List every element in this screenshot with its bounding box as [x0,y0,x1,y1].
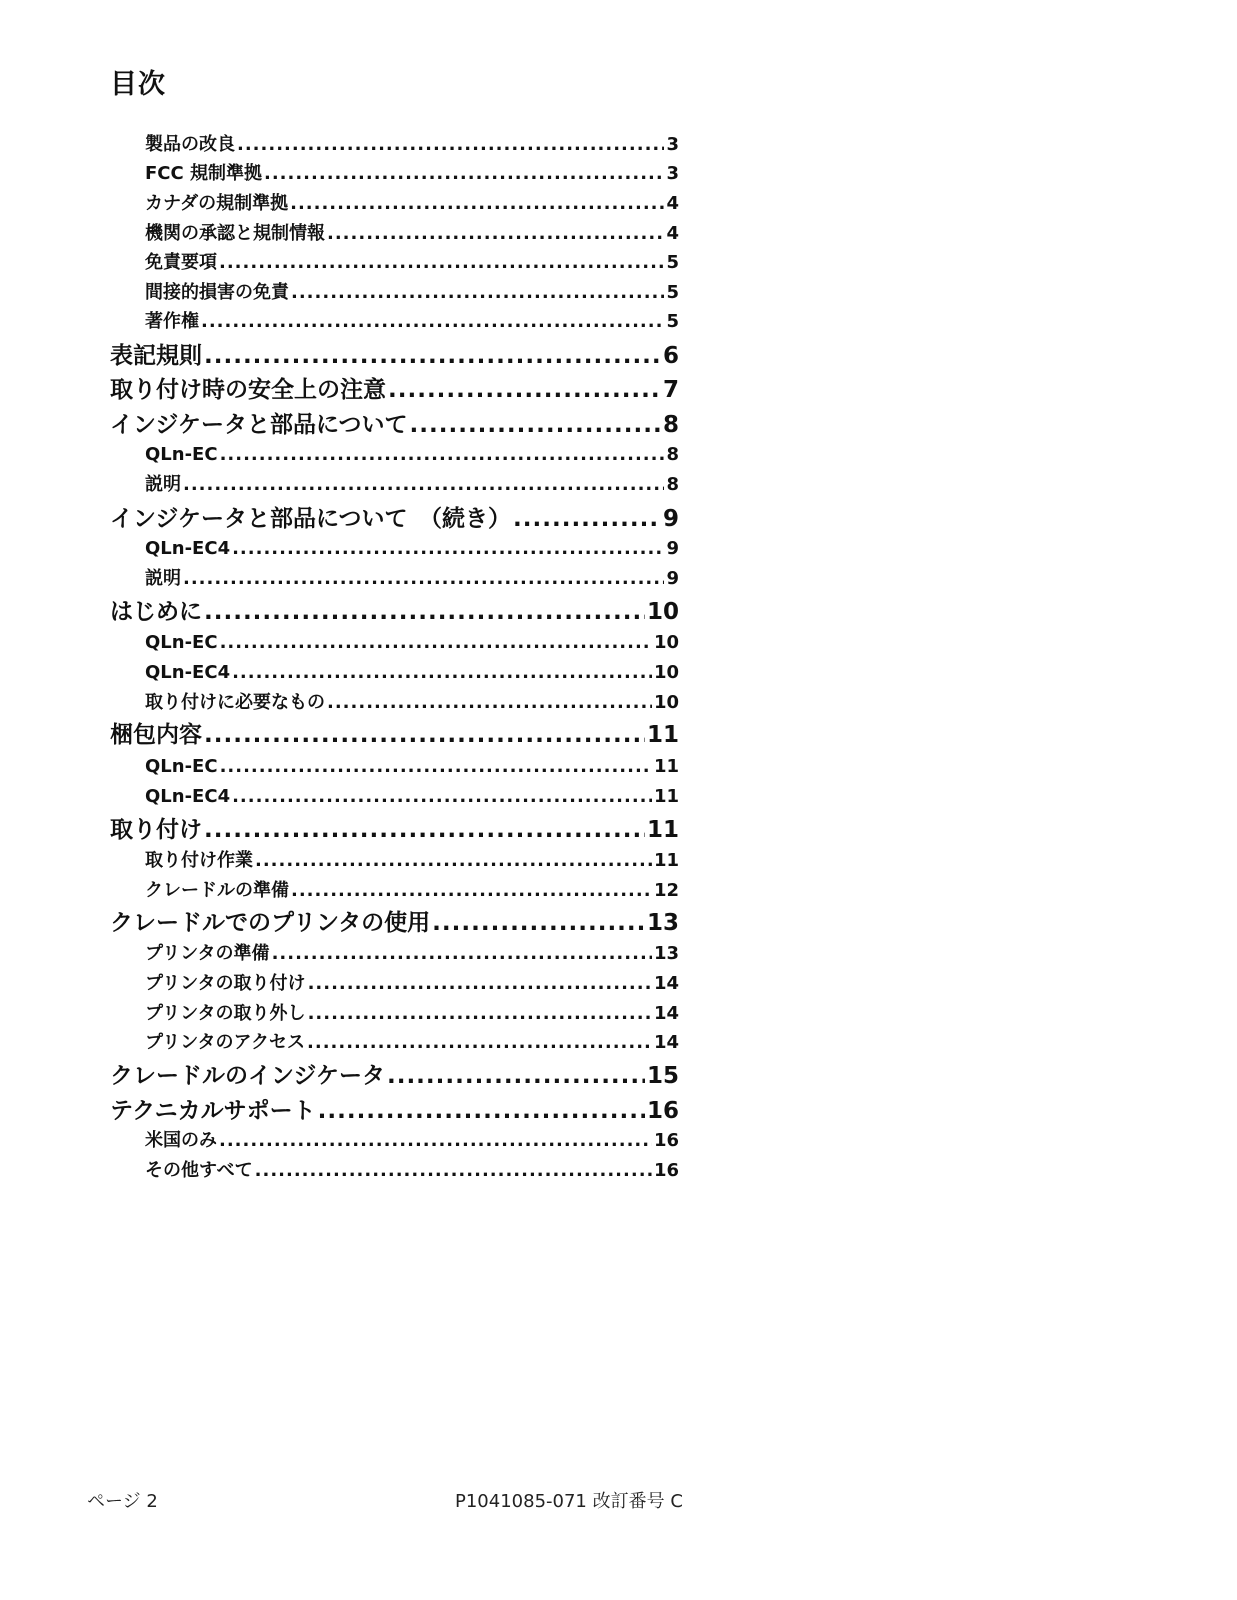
toc-entry-title: インジケータと部品について [110,412,408,438]
toc-dot-leader [232,660,652,686]
toc-entry-page: 9 [666,568,679,589]
toc-entry-page: 11 [646,722,679,748]
toc-entry [145,878,679,904]
toc-entry [145,536,679,562]
toc-entry-page: 14 [653,973,679,994]
toc-entry-page: 11 [653,786,679,807]
toc-entry-title: QLn-EC [145,632,218,653]
toc-entry-page: 8 [662,412,679,438]
toc-entry [145,1158,679,1184]
toc-dot-leader [308,1001,652,1027]
toc-entry-page: 10 [653,692,679,713]
toc-entry-title: QLn-EC [145,444,218,465]
toc-entry-title: 取り付け時の安全上の注意 [110,377,386,403]
toc-entry-title: QLn-EC4 [145,786,231,807]
toc-entry-title: プリンタの準備 [145,943,270,964]
toc-entry-page: 9 [662,506,679,532]
toc-dot-leader [232,536,664,562]
toc-entry [145,250,679,276]
toc-entry-title: 説明 [145,568,181,589]
toc-dot-leader [183,566,664,592]
toc-entry-title: 説明 [145,474,181,495]
toc-entry-page: 16 [653,1160,679,1181]
toc-entry-title: 著作権 [145,311,199,332]
toc-entry [110,596,679,628]
toc-entry [145,161,679,187]
toc-entry [145,566,679,592]
toc-entry [145,442,679,468]
toc-entry-title: FCC 規制準拠 [145,163,262,184]
toc-dot-leader [308,971,652,997]
toc-dot-leader [327,221,664,247]
toc-dot-leader [204,814,645,846]
toc-entry [110,374,679,406]
toc-entry-page: 12 [653,880,679,901]
toc-dot-leader [219,250,664,276]
toc-entry [110,1095,679,1127]
toc-dot-leader [183,472,664,498]
toc-entry [145,221,679,247]
toc-entry [145,309,679,335]
toc-entry-title: プリンタの取り付け [145,973,306,994]
toc-entry-page: 10 [653,662,679,683]
toc-entry-page: 5 [666,282,679,303]
toc-entry [145,1001,679,1027]
toc-entry-page: 16 [653,1130,679,1151]
toc-dot-leader [255,848,652,874]
toc-entry-title: 表記規則 [110,343,202,369]
toc-entry-page: 8 [666,444,679,465]
toc-entry-title: QLn-EC [145,756,218,777]
toc-entry-page: 10 [646,599,679,625]
toc-entry-page: 11 [653,756,679,777]
toc-entry [110,409,679,441]
toc-dot-leader [264,161,664,187]
toc-entry-title: 取り付けに必要なもの [145,692,325,713]
toc-entry [110,1060,679,1092]
toc-dot-leader [410,409,661,441]
toc-entry [145,132,679,158]
toc-entry-page: 11 [653,850,679,871]
toc-dot-leader [220,630,652,656]
toc-entry [145,1030,679,1056]
toc-entry-title: クレードルでのプリンタの使用 [110,910,431,936]
toc-entry-title: インジケータと部品について （続き） [110,506,512,532]
toc-entry [145,971,679,997]
toc-dot-leader [220,442,665,468]
toc-entry-title: QLn-EC4 [145,538,231,559]
toc-entry-title: 免責要項 [145,252,217,273]
toc-entry [145,784,679,810]
toc-dot-leader [291,878,652,904]
toc-dot-leader [291,280,664,306]
toc-entry [145,690,679,716]
toc-entry-page: 3 [666,134,679,155]
toc-entry [145,941,679,967]
toc-entry-page: 10 [653,632,679,653]
toc-dot-leader [432,907,645,939]
toc-dot-leader [219,1128,652,1154]
toc-dot-leader [387,1060,645,1092]
toc-entry [110,907,679,939]
toc-entry [145,848,679,874]
toc-entry [110,719,679,751]
toc-entry-page: 14 [653,1032,679,1053]
toc-dot-leader [204,719,645,751]
toc-entry-title: その他すべて [145,1160,253,1181]
toc-entry-page: 4 [666,223,679,244]
toc-entry-title: 取り付け作業 [145,850,253,871]
toc-dot-leader [307,1030,652,1056]
toc-entry-page: 11 [646,817,679,843]
toc-dot-leader [204,340,661,372]
toc-dot-leader [201,309,664,335]
toc-entry-title: プリンタのアクセス [145,1032,306,1053]
toc-dot-leader [513,503,661,535]
toc-entry [145,630,679,656]
toc-entry [110,503,679,535]
toc-entry-title: 取り付け [110,817,202,843]
toc-dot-leader [237,132,664,158]
toc-entry-page: 15 [646,1063,679,1089]
toc-entry-page: 8 [666,474,679,495]
toc-entry-title: クレードルの準備 [145,880,289,901]
toc-entry-title: 梱包内容 [110,722,202,748]
toc-entry [145,660,679,686]
toc-entry-title: 製品の改良 [145,134,235,155]
toc-dot-leader [388,374,661,406]
toc-entry-page: 7 [662,377,679,403]
toc-entry-page: 5 [666,252,679,273]
toc-entry-page: 4 [666,193,679,214]
toc-entry [110,340,679,372]
toc-dot-leader [318,1095,645,1127]
toc-entry [145,472,679,498]
toc-dot-leader [220,754,652,780]
toc-entry-title: 米国のみ [145,1130,217,1151]
toc-entry-title: カナダの規制準拠 [145,193,289,214]
toc-entry-page: 3 [666,163,679,184]
toc-entry [145,754,679,780]
toc-dot-leader [255,1158,652,1184]
toc-entry-title: テクニカルサポート [110,1098,316,1124]
toc-entry-page: 14 [653,1003,679,1024]
toc-heading: 目次 [110,69,166,100]
toc-entry-page: 6 [662,343,679,369]
toc-entry [110,814,679,846]
toc-dot-leader [290,191,664,217]
toc-entry [145,191,679,217]
footer-page-label: ページ 2 [87,1491,158,1512]
toc-entry-title: 間接的損害の免責 [145,282,289,303]
toc-entry-title: はじめに [110,599,202,625]
toc-entry-page: 9 [666,538,679,559]
toc-dot-leader [327,690,652,716]
toc-entry-title: クレードルのインジケータ [110,1063,385,1089]
toc-entry [145,280,679,306]
toc-dot-leader [232,784,652,810]
toc-entry-page: 5 [666,311,679,332]
toc-entry-title: 機関の承認と規制情報 [145,223,325,244]
toc-entry-page: 13 [653,943,679,964]
toc-entry [145,1128,679,1154]
footer-doc-number: P1041085-071 改訂番号 C [455,1491,683,1512]
toc-dot-leader [272,941,652,967]
toc-entry-page: 13 [646,910,679,936]
toc-entry-page: 16 [646,1098,679,1124]
toc-dot-leader [204,596,645,628]
toc-entry-title: QLn-EC4 [145,662,231,683]
toc-entry-title: プリンタの取り外し [145,1003,306,1024]
